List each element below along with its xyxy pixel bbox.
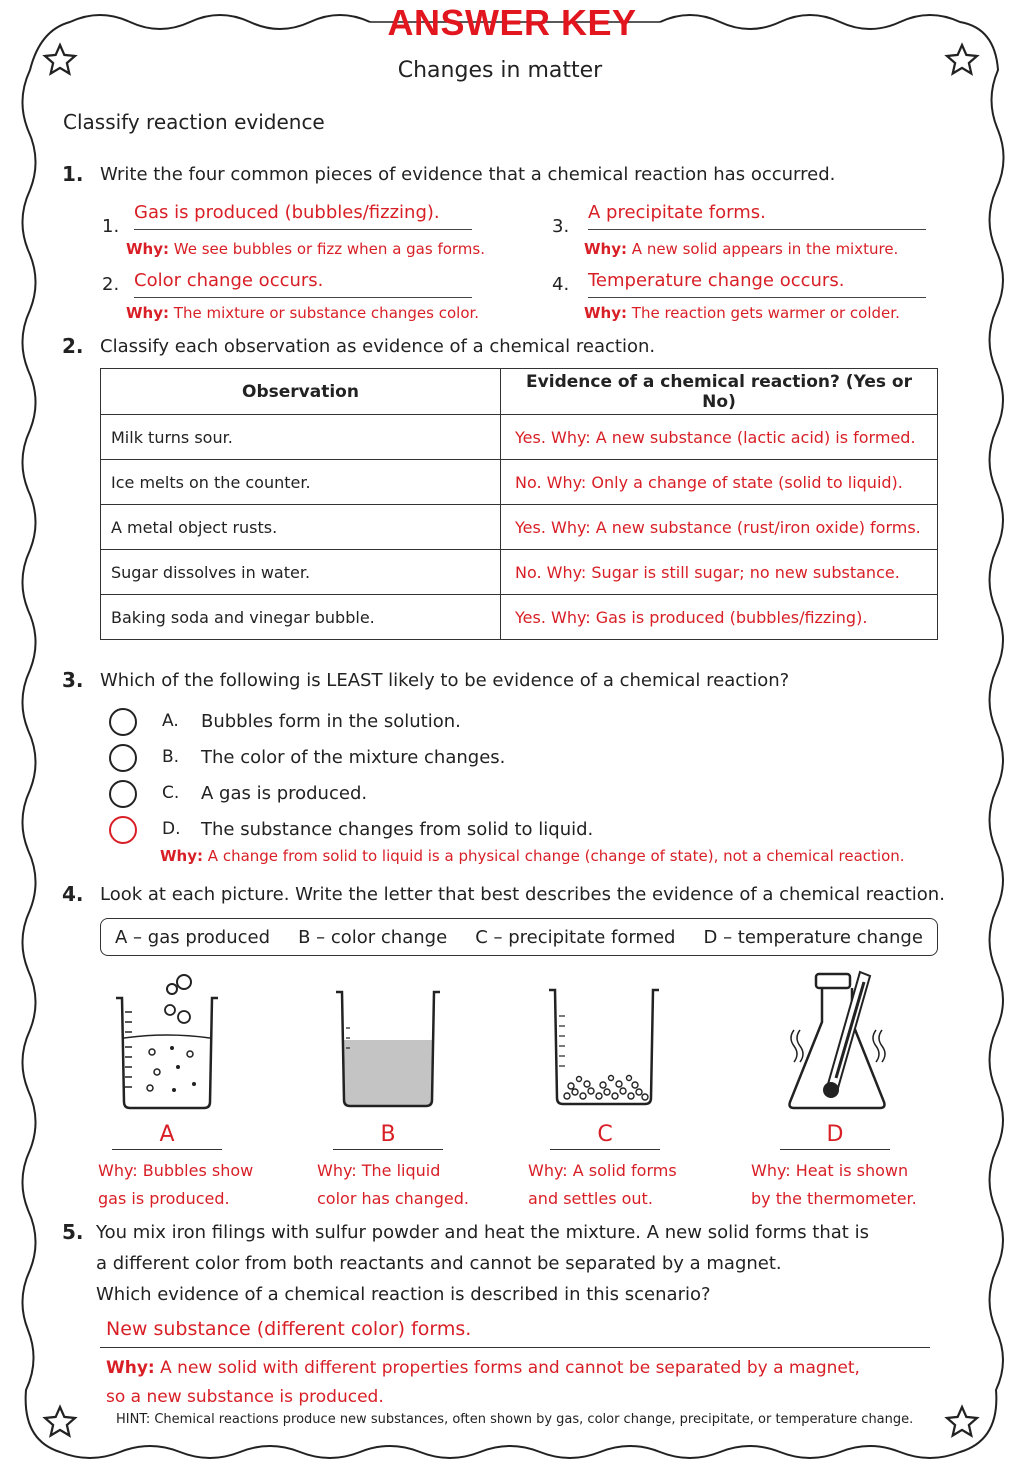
- q5-answer-field[interactable]: New substance (different color) forms.: [100, 1318, 930, 1348]
- q5-why: Why: A new solid with different properties forms and cannot be separated by a magnet, so a new substance is produced.: [106, 1358, 860, 1407]
- legend-item: B – color change: [298, 926, 448, 948]
- evidence-why: Why: We see bubbles or fizz when a gas forms.: [126, 240, 486, 258]
- picture-why: Why: A solid forms and settles out.: [528, 1161, 677, 1208]
- legend-item: C – precipitate formed: [475, 926, 676, 948]
- choice-letter: D.: [162, 819, 181, 839]
- observation-table: [100, 368, 938, 640]
- evidence-number: 4.: [552, 274, 570, 295]
- answer-cell[interactable]: Yes. Why: A new substance (lactic acid) is formed.: [501, 415, 938, 460]
- answer-key-heading: ANSWER KEY: [387, 2, 637, 43]
- choice-radio-c[interactable]: [109, 780, 137, 808]
- choice-letter: B.: [162, 747, 180, 767]
- choice-text: The substance changes from solid to liquid.: [201, 819, 594, 840]
- picture-answer[interactable]: A: [112, 1122, 222, 1150]
- evidence-why: Why: The mixture or substance changes color.: [126, 304, 480, 322]
- section-title: Classify reaction evidence: [63, 110, 325, 134]
- observation-cell: A metal object rusts.: [101, 505, 501, 550]
- picture-why: Why: The liquid color has changed.: [317, 1161, 469, 1208]
- observation-cell: Sugar dissolves in water.: [101, 550, 501, 595]
- star-icon: [944, 1404, 980, 1440]
- observation-cell: Ice melts on the counter.: [101, 460, 501, 505]
- question-number: 5.: [62, 1220, 84, 1244]
- evidence-answer[interactable]: Gas is produced (bubbles/fizzing).: [134, 200, 472, 230]
- evidence-why: Why: The reaction gets warmer or colder.: [584, 304, 900, 322]
- legend-item: D – temperature change: [703, 926, 923, 948]
- table-row: [101, 505, 938, 550]
- picture-answer[interactable]: B: [333, 1122, 443, 1150]
- evidence-number: 1.: [102, 216, 120, 237]
- legend-box: [100, 918, 938, 956]
- choice-letter: A.: [162, 711, 179, 731]
- choice-letter: C.: [162, 783, 180, 803]
- evidence-number: 2.: [102, 274, 120, 295]
- column-header: Evidence of a chemical reaction? (Yes or No): [501, 369, 938, 415]
- column-header: Observation: [101, 369, 501, 415]
- evidence-answer[interactable]: A precipitate forms.: [588, 200, 926, 230]
- question-number: 3.: [62, 668, 84, 692]
- observation-cell: Milk turns sour.: [101, 415, 501, 460]
- answer-cell[interactable]: No. Why: Only a change of state (solid to liquid).: [501, 460, 938, 505]
- hint-text: HINT: Chemical reactions produce new substances, often shown by gas, color change, precipitate, or temperature change.: [116, 1412, 914, 1427]
- evidence-answer[interactable]: Temperature change occurs.: [588, 268, 926, 298]
- choice-radio-d-selected[interactable]: [109, 816, 137, 844]
- question-text: You mix iron filings with sulfur powder and heat the mixture. A new solid forms that is: [96, 1222, 869, 1243]
- table-row: [101, 595, 938, 640]
- question-text: Which of the following is LEAST likely to be evidence of a chemical reaction?: [100, 670, 790, 691]
- beaker-colored-liquid-icon: [332, 988, 444, 1110]
- picture-answer[interactable]: C: [550, 1122, 660, 1150]
- evidence-number: 3.: [552, 216, 570, 237]
- answer-cell[interactable]: Yes. Why: Gas is produced (bubbles/fizzing).: [501, 595, 938, 640]
- choice-why: Why: A change from solid to liquid is a physical change (change of state), not a chemical reaction.: [160, 847, 905, 865]
- question-text: Classify each observation as evidence of a chemical reaction.: [100, 336, 656, 357]
- table-row: [101, 550, 938, 595]
- choice-text: Bubbles form in the solution.: [201, 711, 461, 732]
- beaker-bubbles-icon: [112, 962, 222, 1112]
- evidence-why: Why: A new solid appears in the mixture.: [584, 240, 899, 258]
- evidence-answer[interactable]: Color change occurs.: [134, 268, 472, 298]
- beaker-precipitate-icon: [545, 986, 665, 1110]
- choice-text: The color of the mixture changes.: [201, 747, 506, 768]
- picture-why: Why: Bubbles show gas is produced.: [98, 1161, 254, 1208]
- choice-text: A gas is produced.: [201, 783, 368, 804]
- question-text: Which evidence of a chemical reaction is described in this scenario?: [96, 1284, 711, 1305]
- table-row: [101, 460, 938, 505]
- answer-cell[interactable]: No. Why: Sugar is still sugar; no new substance.: [501, 550, 938, 595]
- question-number: 2.: [62, 334, 84, 358]
- star-icon: [42, 1404, 78, 1440]
- question-text: Write the four common pieces of evidence that a chemical reaction has occurred.: [100, 164, 836, 185]
- table-row: [101, 415, 938, 460]
- question-text: Look at each picture. Write the letter that best describes the evidence of a chemical reaction.: [100, 884, 945, 905]
- table-header-row: [101, 369, 938, 415]
- choice-radio-a[interactable]: [109, 708, 137, 736]
- question-number: 1.: [62, 162, 84, 186]
- answer-cell[interactable]: Yes. Why: A new substance (rust/iron oxide) forms.: [501, 505, 938, 550]
- observation-cell: Baking soda and vinegar bubble.: [101, 595, 501, 640]
- legend-item: A – gas produced: [115, 926, 271, 948]
- question-text: a different color from both reactants and cannot be separated by a magnet.: [96, 1253, 782, 1274]
- picture-why: Why: Heat is shown by the thermometer.: [751, 1161, 917, 1208]
- picture-answer[interactable]: D: [780, 1122, 890, 1150]
- page-title: Changes in matter: [397, 58, 603, 83]
- choice-radio-b[interactable]: [109, 744, 137, 772]
- question-number: 4.: [62, 882, 84, 906]
- flask-thermometer-icon: [778, 970, 898, 1112]
